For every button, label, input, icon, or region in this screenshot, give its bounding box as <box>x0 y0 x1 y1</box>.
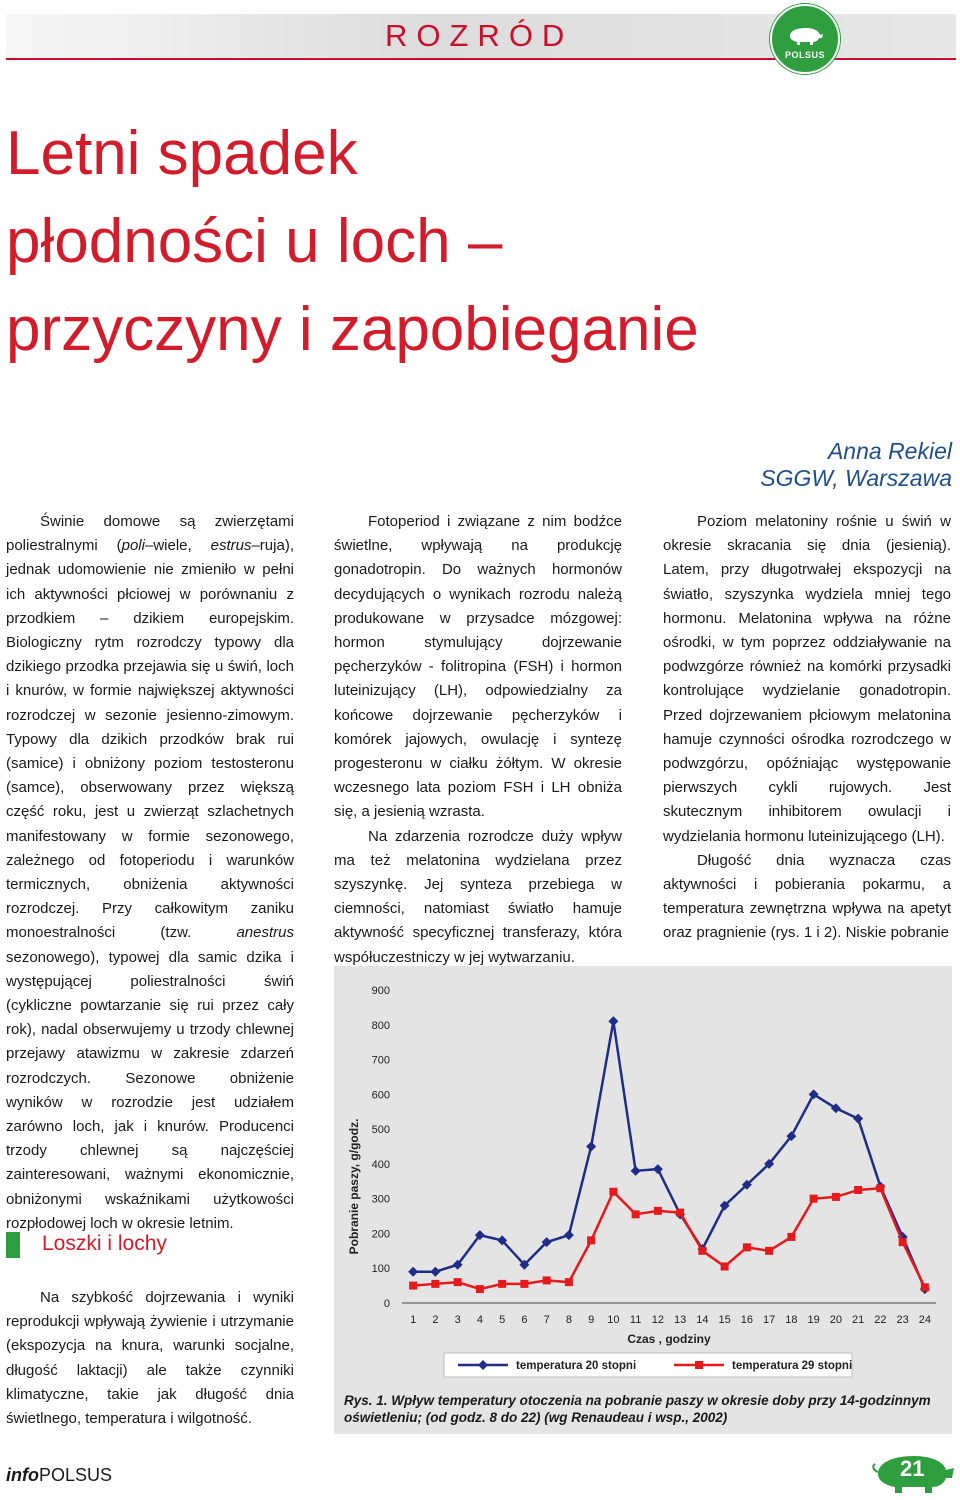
data-point <box>853 1114 863 1124</box>
footer-brand-name: POLSUS <box>39 1465 113 1485</box>
logo-text: POLSUS <box>784 50 825 60</box>
data-point <box>498 1280 506 1288</box>
data-point <box>586 1142 596 1152</box>
data-point <box>430 1267 440 1277</box>
column-1 <box>6 510 294 1236</box>
subheading-marker <box>6 1232 20 1258</box>
pig-icon <box>786 26 824 46</box>
x-tick-label: 8 <box>565 1314 572 1326</box>
data-point <box>765 1247 773 1255</box>
data-point <box>454 1278 462 1286</box>
figure-box <box>334 966 952 1434</box>
data-point <box>810 1195 818 1203</box>
legend-label-1: temperatura 20 stopni <box>516 1360 637 1372</box>
x-tick-label: 18 <box>785 1314 798 1326</box>
title-line-2: płodności u loch – <box>6 207 503 276</box>
data-point <box>631 1166 641 1176</box>
footer-brand-info: info <box>6 1465 39 1485</box>
author-block <box>760 438 952 492</box>
x-tick-label: 5 <box>499 1314 506 1326</box>
data-point <box>654 1207 662 1215</box>
y-tick-label: 800 <box>371 1019 390 1032</box>
y-axis-label: Pobranie paszy, g/godz. <box>347 1118 361 1255</box>
paragraph-intro: Świnie domowe są zwierzętami poliestralnymi (poli–wiele, estrus–ruja), jednak udomowienie nie zmieniło w pełni ich aktywności płciowej w porównaniu z przodkiem – dzikiem europejskim. Biologiczny rytm rozrodczy typowy dla dzikiego przodka przejawia się u świń, loch i knurów, w formie największej aktywności rozrodczej w sezonie jesienno-zimowym. Typowy dla dzikich przodków brak rui (samice) i obniżony poziom testosteronu (samce), obserwowany przez większą część roku, jest u zwierząt szlachetnych manifestowany w formie sezonowego, zależnego od fotoperiodu i warunków termicznych, obniżenia aktywności rozrodczej. Przy całkowitym zaniku monoestralności (tzw. anestrus sezonowego), typowej dla samic dzika i występującej poliestralności świń (cykliczne powtarzanie się rui przez cały rok), nadal obserwujemy u trzody chlewnej przejawy atawizmu w zakresie zdarzeń rozrodczych. Sezonowe obniżenie wyników w rozrodzie jest udziałem zarówno loch, jak i knurów. Producenci trzody chlewnej są najczęściej zainteresowani, ważnymi ekonomicznie, obniżonymi wskaźnikami użytkowości rozpłodowej loch w okresie letnim. <box>6 513 294 1232</box>
data-point <box>543 1276 551 1284</box>
figure-caption <box>344 1392 944 1426</box>
y-tick-label: 200 <box>371 1228 390 1241</box>
data-point <box>653 1164 663 1174</box>
x-tick-label: 22 <box>874 1314 887 1326</box>
x-tick-label: 15 <box>718 1314 731 1326</box>
subheading-loszki: Loszki i lochy <box>42 1232 167 1255</box>
paragraph-fotoperiod: Fotoperiod i związane z nim bodźce świetlne, wpływają na produkcję gonadotropin. Do ważnych hormonów decydujących o wynikach rozrodu należą produkowane w przysadce mózgowej: hormon stymulujący dojrzewanie pęcherzyków - folitropina (FSH) i hormon luteinizujący (LH), odpowiedzialny za końcowe dojrzewanie pęcherzyków i komórek jajowych, owulację i syntezę progesteronu w ciałku żółtym. W okresie wczesnego lata poziom FSH i LH obniża się, a jesienią wzrasta. <box>334 513 622 821</box>
caption-text: Wpływ temperatury otoczenia na pobranie paszy w okresie doby przy 14-godzinnym oświetleniu; (od godz. 8 do 22) (wg Renaudeau i wsp., 2002) <box>344 1393 931 1425</box>
x-tick-label: 2 <box>432 1314 439 1326</box>
x-tick-label: 10 <box>607 1314 620 1326</box>
y-tick-label: 600 <box>371 1089 390 1102</box>
author-affiliation: SGGW, Warszawa <box>760 465 952 491</box>
data-point <box>721 1262 729 1270</box>
data-point <box>787 1233 795 1241</box>
data-point <box>743 1243 751 1251</box>
data-point <box>587 1236 595 1244</box>
caption-label: Rys. 1. <box>344 1393 388 1408</box>
y-tick-label: 100 <box>371 1263 390 1276</box>
data-point <box>409 1282 417 1290</box>
feed-intake-chart <box>334 966 952 1386</box>
data-point <box>565 1278 573 1286</box>
x-tick-label: 17 <box>763 1314 776 1326</box>
data-point <box>476 1285 484 1293</box>
data-point <box>698 1247 706 1255</box>
x-tick-label: 6 <box>521 1314 528 1326</box>
paragraph-loszki: Na szybkość dojrzewania i wyniki reprodukcji wpływają żywienie i utrzymanie (ekspozycja na knura, warunki socjalne, długość laktacji) ale także czynniki klimatyczne, takie jak długość dnia świetlnego, temperatura i wilgotność. <box>6 1289 294 1428</box>
polsus-logo <box>770 4 840 74</box>
x-tick-label: 20 <box>829 1314 842 1326</box>
data-point <box>921 1283 929 1291</box>
data-point <box>876 1184 884 1192</box>
footer-brand <box>6 1465 112 1486</box>
data-point <box>408 1267 418 1277</box>
column-1-lower <box>6 1286 294 1431</box>
x-tick-label: 24 <box>918 1314 931 1326</box>
column-3 <box>663 510 951 946</box>
data-point <box>899 1238 907 1246</box>
y-tick-label: 300 <box>371 1193 390 1206</box>
section-title: ROZRÓD <box>385 18 574 53</box>
paragraph-melatonina: Na zdarzenia rozrodcze duży wpływ ma też melatonina wydzielana przez szyszynkę. Jej synteza przebiega w ciemności, natomiast światło hamuje aktywność specyficznej transferazy, która współuczestniczy w jej wytwarzaniu. <box>334 827 622 966</box>
data-point <box>832 1193 840 1201</box>
author-name: Anna Rekiel <box>827 438 952 464</box>
page-number: 21 <box>900 1456 925 1481</box>
x-tick-label: 16 <box>740 1314 753 1326</box>
x-tick-label: 11 <box>629 1314 642 1326</box>
data-point <box>609 1188 617 1196</box>
y-tick-label: 0 <box>383 1298 390 1310</box>
data-point <box>676 1209 684 1217</box>
data-point <box>431 1280 439 1288</box>
x-tick-label: 21 <box>852 1314 865 1326</box>
paragraph-dlugosc-dnia: Długość dnia wyznacza czas aktywności i pobierania pokarmu, a temperatura zewnętrzna wpływa na apetyt oraz pragnienie (rys. 1 i 2). Niskie pobranie <box>663 851 951 942</box>
x-tick-label: 23 <box>896 1314 909 1326</box>
x-axis-label: Czas , godziny <box>627 1332 711 1346</box>
title-line-3: przyczyny i zapobieganie <box>6 295 699 364</box>
x-tick-label: 3 <box>454 1314 461 1326</box>
data-point <box>608 1016 618 1026</box>
x-tick-label: 13 <box>674 1314 687 1326</box>
x-tick-label: 12 <box>651 1314 664 1326</box>
data-point <box>854 1186 862 1194</box>
data-point <box>564 1230 574 1240</box>
y-tick-label: 900 <box>371 985 390 997</box>
y-tick-label: 400 <box>371 1158 390 1171</box>
x-tick-label: 14 <box>696 1314 709 1326</box>
x-tick-label: 4 <box>476 1314 483 1326</box>
y-tick-label: 700 <box>371 1054 390 1067</box>
x-tick-label: 1 <box>410 1314 417 1326</box>
data-point <box>520 1280 528 1288</box>
series-line-1 <box>413 1021 925 1289</box>
y-tick-label: 500 <box>371 1124 390 1137</box>
x-tick-label: 9 <box>588 1314 595 1326</box>
legend-label-2: temperatura 29 stopni <box>732 1360 853 1372</box>
title-line-1: Letni spadek <box>6 119 358 188</box>
x-tick-label: 19 <box>807 1314 820 1326</box>
x-tick-label: 7 <box>543 1314 550 1326</box>
column-2 <box>334 510 622 970</box>
article-title <box>6 110 699 374</box>
data-point <box>632 1210 640 1218</box>
paragraph-poziom-melatoniny: Poziom melatoniny rośnie u świń w okresie skracania się dnia (jesienią). Latem, przy długotrwałej ekspozycji na światło, szyszynka wydziela mniej tego hormonu. Melatonina wpływa na różne ośrodki, w tym poprzez oddziaływanie na podwzgórze również na komórki przysadki kontrolujące wydzielanie gonadotropin. Przed dojrzewaniem płciowym melatonina hamuje czynności ośrodka rozrodczego w podwzgórzu, opóźniając występowanie pierwszych cykli rujowych. Jest skutecznym inhibitorem owulacji i wydzielania hormonu luteinizującego (LH). <box>663 513 951 845</box>
legend-marker-2 <box>695 1361 703 1369</box>
